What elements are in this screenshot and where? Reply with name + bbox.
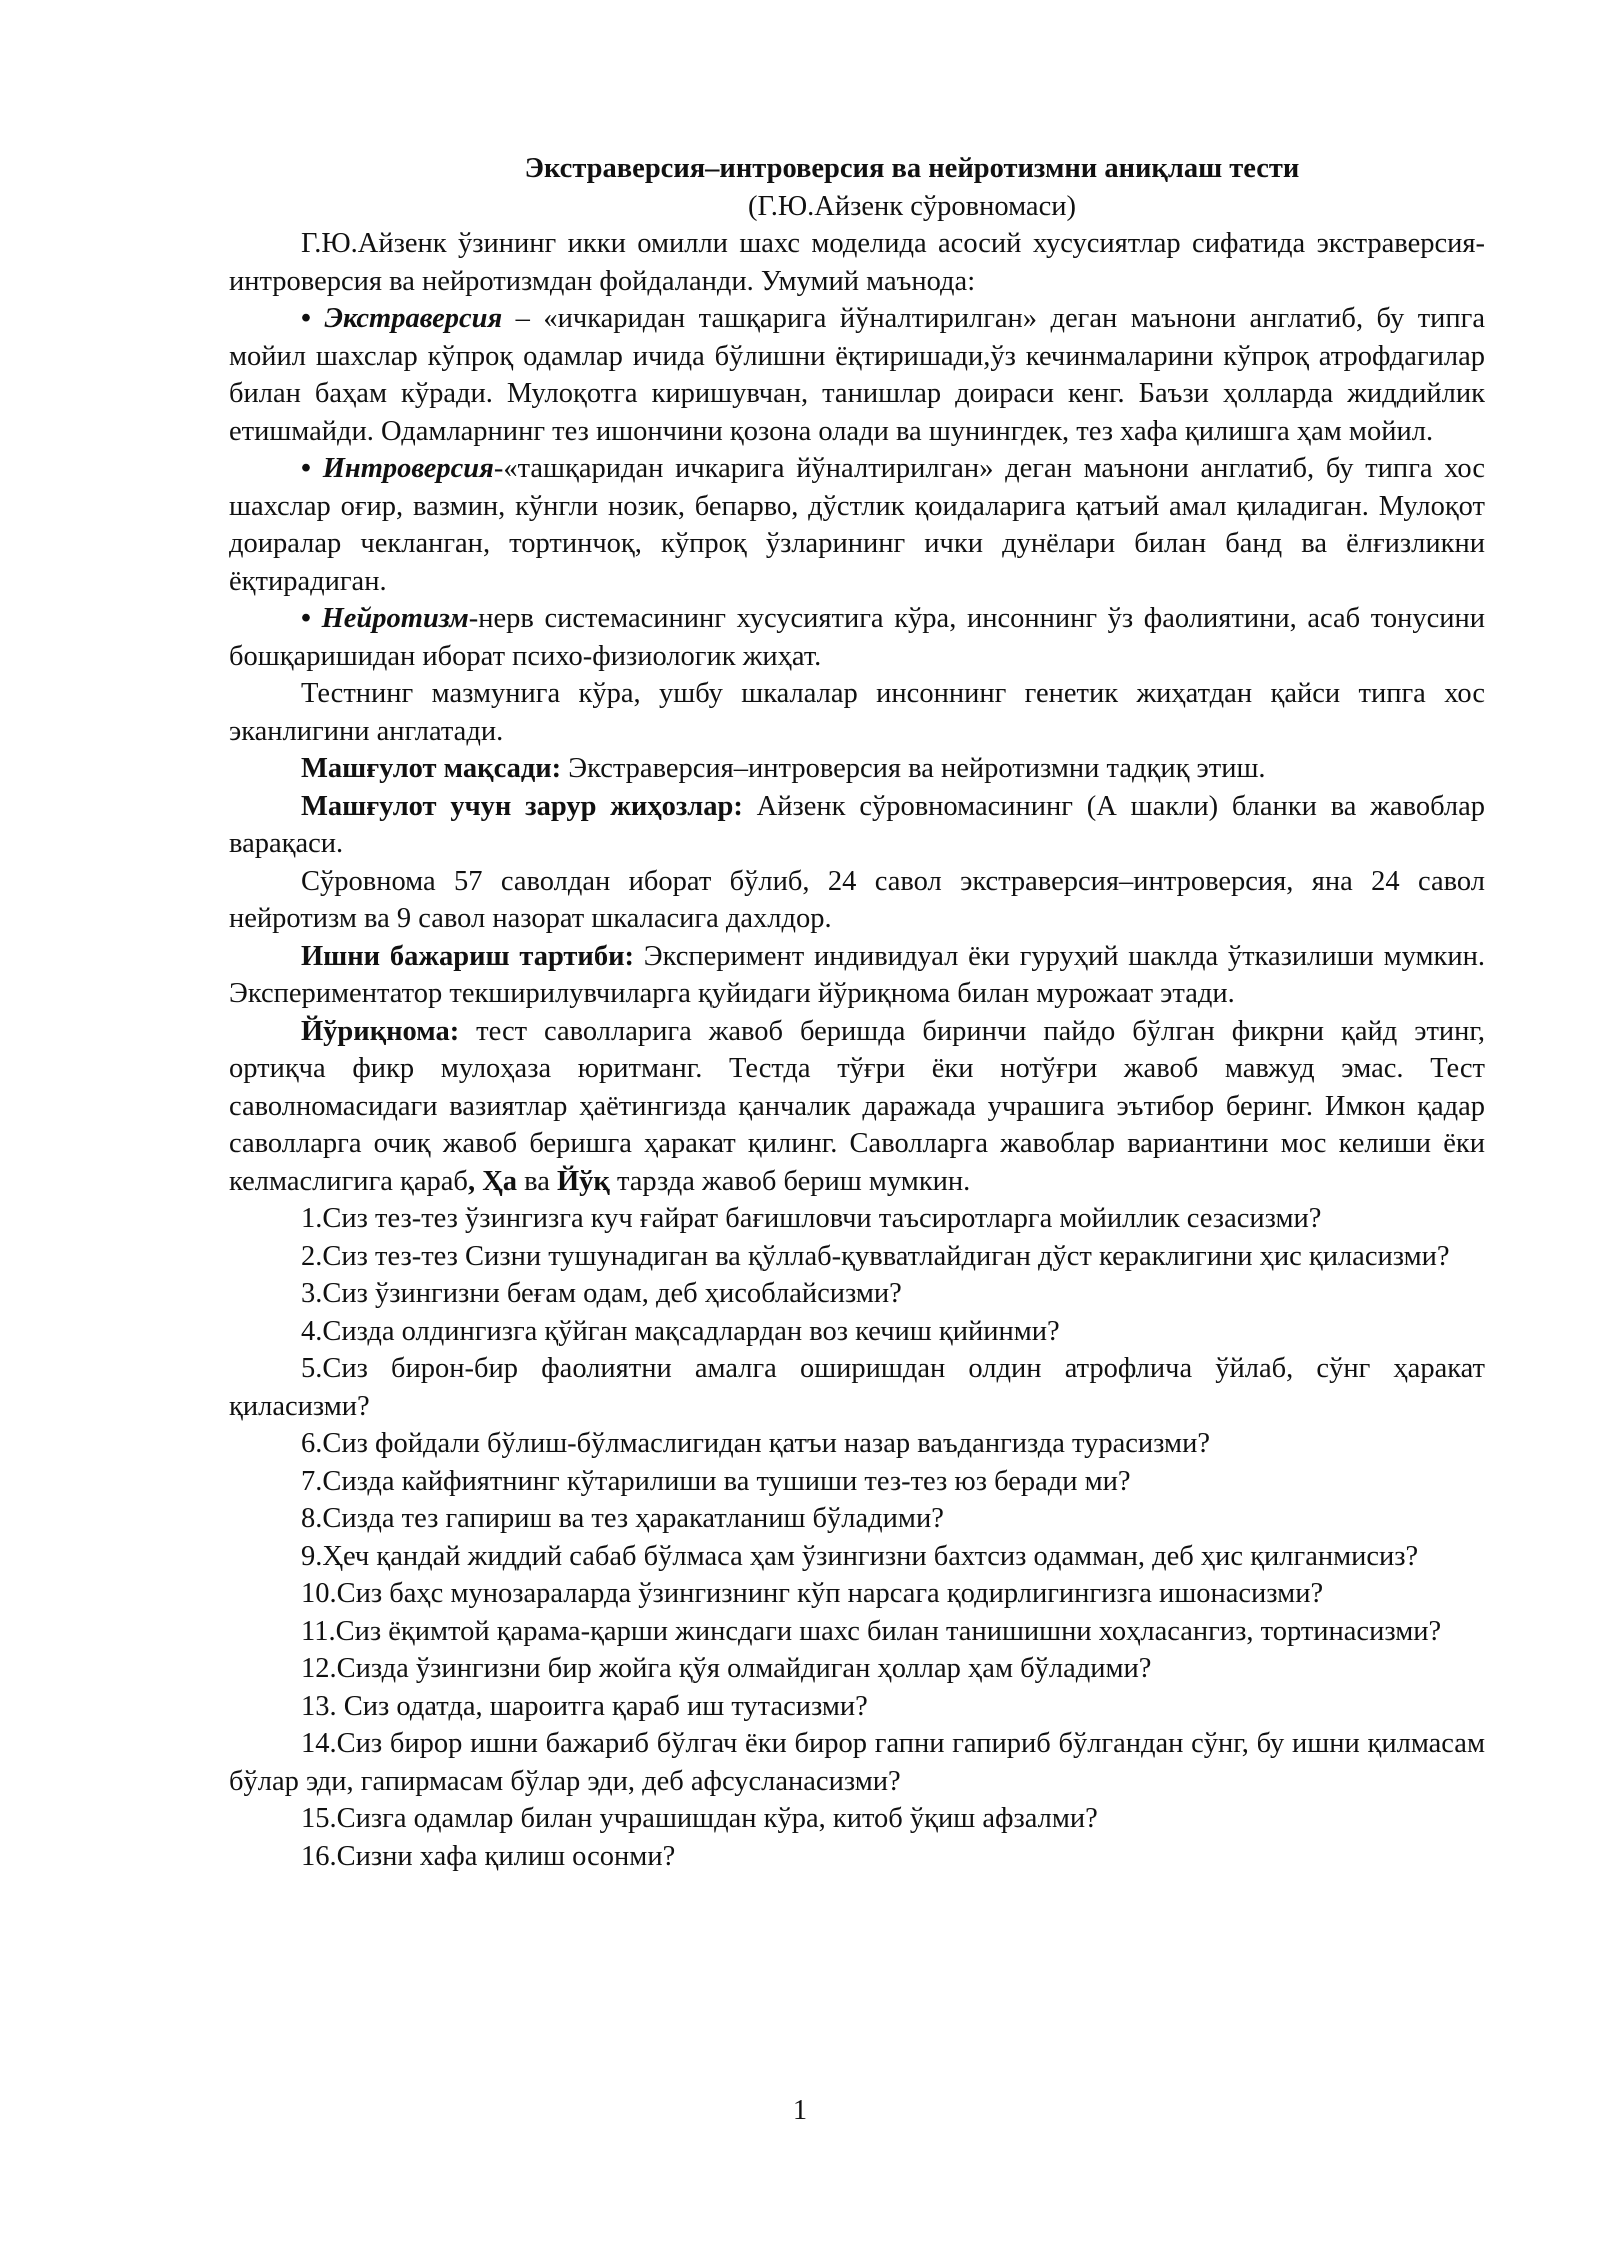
bullet-term: Нейротизм (321, 603, 469, 634)
page-number: 1 (792, 2095, 808, 2126)
bullet-text: -нерв системасининг хусусиятига кўра, инсоннинг ўз фаолиятини, асаб тонусини бошқаришидан иборат психо-физиологик жиҳат. (229, 603, 1485, 672)
structure-paragraph: Сўровнома 57 саволдан иборат бўлиб, 24 савол экстраверсия–интроверсия, яна 24 савол нейротизм ва 9 савол назорат шкаласига дахлдор. (229, 865, 1485, 934)
materials-label: Машғулот учун зарур жиҳозлар: (301, 790, 743, 822)
document-body (229, 150, 1485, 1875)
question-list (229, 1200, 1485, 1875)
question-item: 3.Сиз ўзингизни беғам одам, деб ҳисоблайсизми? (301, 1278, 902, 1309)
materials-paragraph (229, 788, 1485, 863)
bullet-icon: • (301, 603, 311, 634)
question-item: 12.Сизда ўзингизни бир жойга қўя олмайдиган ҳоллар ҳам бўладими? (301, 1653, 1152, 1684)
instruction-label: Йўриқнома: (301, 1015, 460, 1047)
question-item: 4.Сизда олдингизга қўйган мақсадлардан воз кечиш қийинми? (301, 1315, 1060, 1347)
document-title: Экстраверсия–интроверсия ва нейротизмни аниқлаш тести (524, 153, 1300, 184)
bullet-term: Экстраверсия (324, 303, 503, 334)
bullet-introversion (229, 450, 1485, 600)
question-item: 5.Сиз бирон-бир фаолиятни амалга оширишдан олдин атрофлича ўйлаб, сўнг ҳаракат қиласизми? (229, 1353, 1485, 1422)
procedure-text: Эксперимент индивидуал ёки гуруҳий шаклда ўтказилиши мумкин. Экспериментатор текширилувчиларга қуйидаги йўриқнома билан мурожаат этади. (229, 940, 1485, 1009)
question-item: 15.Сизга одамлар билан учрашишдан кўра, китоб ўқиш афзалми? (301, 1803, 1098, 1834)
question-item: 1.Сиз тез-тез ўзингизга куч ғайрат бағишловчи таъсиротларга мойиллик сезасизми? (301, 1203, 1322, 1234)
question-item: 7.Сизда кайфиятнинг кўтарилиши ва тушиши тез-тез юз беради ми? (301, 1465, 1131, 1497)
instruction-comma: , (467, 1165, 476, 1197)
question-item: 8.Сизда тез гапириш ва тез ҳаракатланиш бўладими? (301, 1503, 944, 1534)
question-item: 10.Сиз баҳс мунозараларда ўзингизнинг кўп нарсага қодирлигингизга ишонасизми? (301, 1578, 1324, 1609)
procedure-paragraph (229, 938, 1485, 1013)
bullet-extraversion (229, 300, 1485, 450)
document-subtitle: (Г.Ю.Айзенк сўровномаси) (748, 190, 1076, 222)
bullet-neuroticism (229, 600, 1485, 675)
content-note-paragraph: Тестнинг мазмунига кўра, ушбу шкалалар инсоннинг генетик жиҳатдан қайси типга хос эканлигини англатади. (229, 678, 1485, 747)
question-item: 16.Сизни хафа қилиш осонми? (301, 1840, 676, 1872)
bullet-term: Интроверсия (322, 453, 494, 484)
bullet-text: – «ичкаридан ташқарига йўналтирилган» деган маънони англатиб, бу типга мойил шахслар кўпроқ одамлар ичида бўлишни ёқтиришади,ўз кечинмаларини кўпроқ атрофдагилар билан баҳам кўради. Мулоқотга киришувчан, танишлар доираси кенг. Баъзи ҳолларда жиддийлик етишмайди. Одамларнинг тез ишончини қозона олади ва шунингдек, тез хафа қилишга ҳам мойил. (229, 303, 1485, 447)
instruction-ending: тарзда жавоб бериш мумкин. (609, 1165, 971, 1197)
goal-text: Экстраверсия–интроверсия ва нейротизмни тадқиқ этиш. (561, 753, 1266, 784)
goal-paragraph (229, 750, 1485, 788)
intro-paragraph: Г.Ю.Айзенк ўзининг икки омилли шахс моделида асосий хусусиятлар сифатида экстраверсия-интроверсия ва нейротизмдан фойдаланди. Умумий маънода: (229, 228, 1485, 297)
question-item: 14.Сиз бирор ишни бажариб бўлгач ёки бирор гапни гапириб бўлгандан сўнг, бу ишни қилмасам бўлар эди, гапирмасам бўлар эди, деб афсусланасизми? (229, 1728, 1485, 1797)
goal-label: Машғулот мақсади: (301, 753, 562, 784)
no-answer-label: Йўқ (557, 1165, 610, 1197)
instruction-and: ва (517, 1165, 558, 1197)
bullet-icon: • (301, 453, 311, 484)
bullet-icon: • (301, 303, 311, 334)
question-item: 6.Сиз фойдали бўлиш-бўлмаслигидан қатъи назар ваъдангизда турасизми? (301, 1428, 1210, 1459)
instruction-paragraph (229, 1013, 1485, 1201)
materials-text: Айзенк сўровномасининг (А шакли) бланки ва жавоблар варақаси. (229, 790, 1485, 859)
bullet-text: -«ташқаридан ичкарига йўналтирилган» деган маънони англатиб, бу типга хос шахслар оғир, вазмин, кўнгли нозик, бепарво, дўстлик қоидаларига қатъий амал қиладиган. Мулоқот доиралар чекланган, тортинчоқ, кўпроқ ўзларининг ички дунёлари билан банд ва ёлғизликни ёқтирадиган. (229, 453, 1486, 597)
question-item: 13. Сиз одатда, шароитга қараб иш тутасизми? (301, 1690, 868, 1722)
question-item: 11.Сиз ёқимтой қарама-қарши жинсдаги шахс билан танишишни хоҳласангиз, тортинасизми? (301, 1615, 1442, 1647)
question-item: 9.Ҳеч қандай жиддий сабаб бўлмаса ҳам ўзингизни бахтсиз одамман, деб ҳис қилганмисиз? (301, 1540, 1419, 1572)
yes-answer-label: Ҳа (475, 1165, 518, 1197)
question-item: 2.Сиз тез-тез Сизни тушунадиган ва қўллаб-қувватлайдиган дўст кераклигини ҳис қиласизми? (301, 1240, 1450, 1272)
instruction-text: тест саволларига жавоб беришда биринчи пайдо бўлган фикрни қайд этинг, ортиқча фикр мулоҳаза юритманг. Тестда тўғри ёки нотўғри жавоб мавжуд эмас. Тест саволномасидаги вазиятлар ҳаётингизда қанчалик даражада учрашига эътибор беринг. Имкон қадар саволларга очиқ жавоб беришга ҳаракат қилинг. Саволларга жавоблар вариантини мос келиши ёки келмаслигига қараб (229, 1015, 1485, 1197)
procedure-label: Ишни бажариш тартиби: (301, 940, 635, 972)
